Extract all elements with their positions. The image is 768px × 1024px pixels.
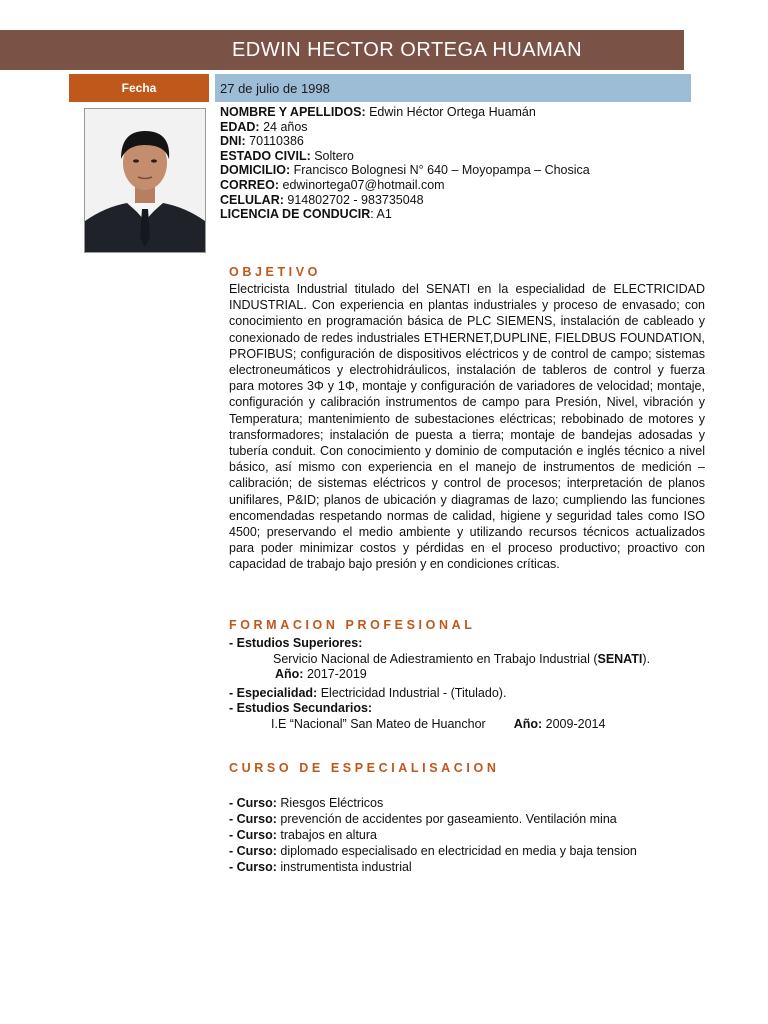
section-title-formacion: FORMACION PROFESIONAL <box>229 618 476 632</box>
personal-info <box>220 105 700 222</box>
info-row: ESTADO CIVIL: Soltero <box>220 148 354 163</box>
cursos-list <box>229 795 705 875</box>
info-row: NOMBRE Y APELLIDOS: Edwin Héctor Ortega Huamán <box>220 105 536 119</box>
anio-superior: Año: 2017-2019 <box>275 667 367 681</box>
section-title-cursos: CURSO DE ESPECIALISACION <box>229 761 500 775</box>
list-item: - Curso: trabajos en altura <box>229 828 377 842</box>
list-item: - Curso: Riesgos Eléctricos <box>229 796 384 810</box>
list-item: - Curso: instrumentista industrial <box>229 860 412 874</box>
info-row: CORREO: edwinortega07@hotmail.com <box>220 177 445 192</box>
info-row: EDAD: 24 años <box>220 119 308 134</box>
list-item: - Curso: diplomado especialisado en electricidad en media y baja tension <box>229 844 637 858</box>
info-row: LICENCIA DE CONDUCIR: A1 <box>220 207 392 222</box>
profile-photo <box>84 108 206 253</box>
formacion-content <box>229 636 705 732</box>
name-banner <box>0 30 684 70</box>
info-row: DOMICILIO: Francisco Bolognesi N° 640 – Moyopampa – Chosica <box>220 163 590 178</box>
institucion: Servicio Nacional de Adiestramiento en Trabajo Industrial (SENATI). <box>273 651 651 666</box>
candidate-name: EDWIN HECTOR ORTEGA HUAMAN <box>231 38 583 61</box>
fecha-value: 27 de julio de 1998 <box>215 74 691 102</box>
superiores-label: - Estudios Superiores: <box>229 636 363 650</box>
section-title-objetivo: OBJETIVO <box>229 265 322 279</box>
objective-text: Electricista Industrial titulado del SENATI en la especialidad de ELECTRICIDAD INDUSTRIAL. Con experiencia en plantas industriales y proceso de envasado; con conocimiento en programación básica de PLC SIEMENS, instalación de cableado y conexionado de redes industriales ETHERNET,DUPLINE, FIELDBUS FOUNDATION, PROFIBUS; configuración de dispositivos eléctricos y de control de campo; sistemas electroneumáticos y electrohidráulicos, instalación de tableros de control y fuerza para motores 3Φ y 1Φ, montaje y configuración de variadores de velocidad; montaje, configuración y calibración instrumentos de campo para Presión, Nivel, vibración y Temperatura; mantenimiento de subestaciones eléctricas; rebobinado de motores y transformadores; instalación de puesta a tierra; montaje de bandejas adosadas y tubería conduit. Con conocimiento y dominio de computación e inglés técnico a nivel básico, así mismo con experiencia en el manejo de instrumentos de medición – calibración; de sistemas eléctricos y control de procesos; interpretación de planos unifilares, P&ID; planos de ubicación y diagramas de lazo; cumpliendo las funciones encomendadas respetando normas de calidad, higiene y seguridad tales como ISO 4500; preservando el medio ambiente y utilizando recursos técnicos actualizados para poder minimizar costos y pérdidas en el proceso productivo; proactivo con capacidad de trabajo bajo presión y en condiciones críticas. <box>229 282 705 572</box>
colegio-row: I.E “Nacional” San Mateo de Huanchor Año: 2009-2014 <box>271 716 606 731</box>
secundarios-label: - Estudios Secundarios: <box>229 701 373 715</box>
info-row: CELULAR: 914802702 - 983735048 <box>220 192 424 207</box>
list-item: - Curso: prevención de accidentes por gaseamiento. Ventilación mina <box>229 812 617 826</box>
especialidad: - Especialidad: Electricidad Industrial - (Titulado). <box>229 685 507 700</box>
profile-photo-image <box>85 109 205 252</box>
fecha-label: Fecha <box>69 74 209 102</box>
info-row: DNI: 70110386 <box>220 134 304 149</box>
